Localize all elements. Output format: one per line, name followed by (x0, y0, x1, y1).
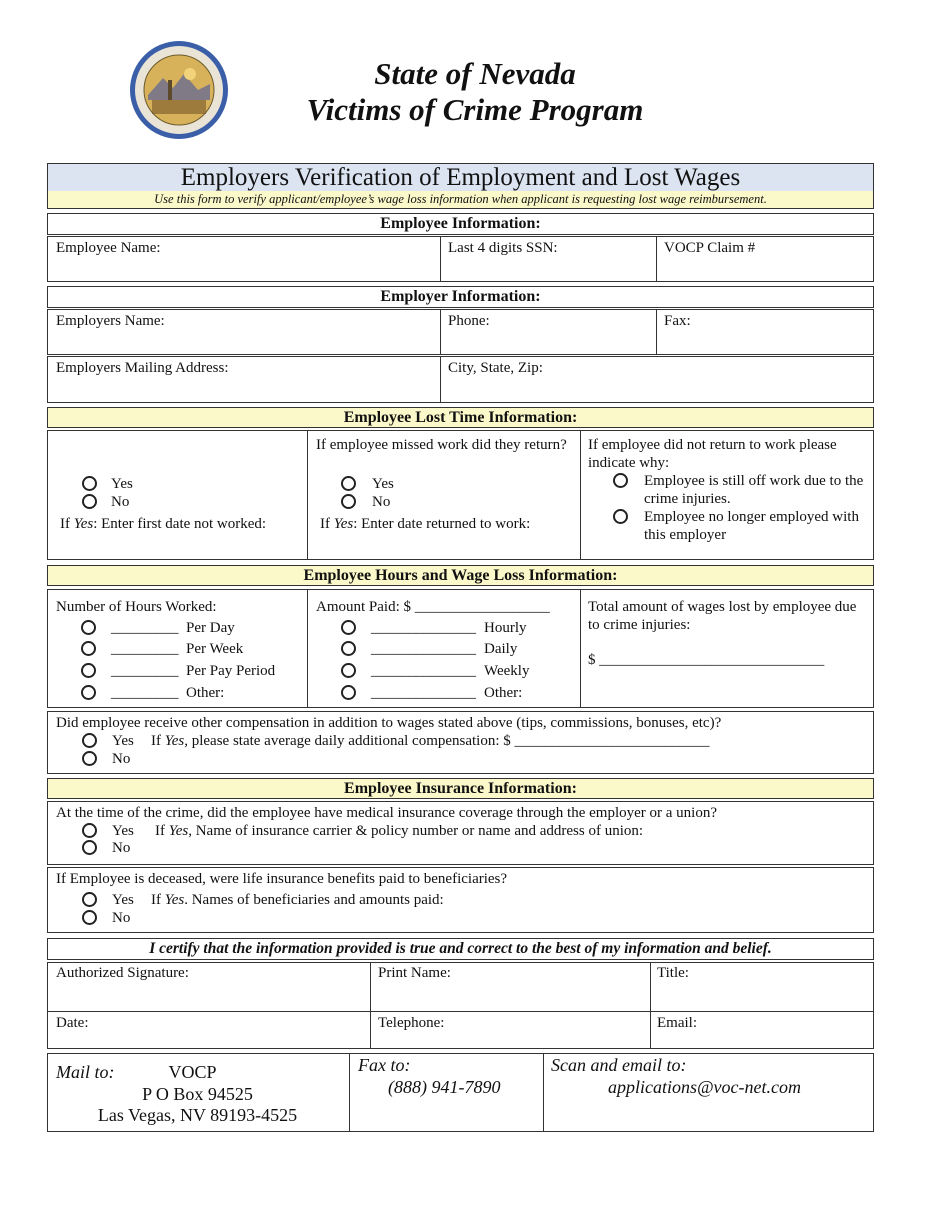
form-subtitle-text: Use this form to verify applicant/employee’s wage loss information when applicant is requesting lost wage reimbursement. (154, 192, 767, 206)
form-title-text: Employers Verification of Employment and Lost Wages (180, 164, 741, 191)
header-title-line2: Victims of Crime Program (306, 92, 644, 127)
employer-info-heading (47, 286, 874, 308)
weekly-label: Weekly (484, 663, 530, 679)
medical-yes-label: Yes (112, 823, 134, 839)
not-returned-question: If employee did not return to work please indicate why: (588, 437, 837, 471)
hours-wage-heading (47, 565, 874, 586)
other-compensation-question: Did employee receive other compensation in addition to wages stated above (tips, commissions, bonuses, etc)? (56, 715, 722, 731)
amount-other-blank[interactable]: ______________ (371, 685, 476, 701)
returned-yes-radio[interactable] (341, 476, 356, 491)
other-comp-instruction: please state average daily additional compensation: $ __________________________ (187, 733, 710, 749)
title-field[interactable]: Title: (657, 965, 689, 981)
insurance-heading-text: Employee Insurance Information: (344, 780, 577, 797)
state-seal (128, 40, 230, 140)
certify-statement (47, 938, 874, 960)
daily-label: Daily (484, 641, 518, 657)
employer-info-heading-text: Employer Information: (380, 288, 541, 305)
returned-no-radio[interactable] (341, 494, 356, 509)
first-date-not-worked-field[interactable] (60, 515, 266, 533)
weekly-radio[interactable] (341, 663, 356, 678)
did-return-question: If employee missed work did they return? (316, 437, 567, 453)
returned-no-label: No (372, 494, 391, 510)
mail-line2: P O Box 94525 (142, 1084, 253, 1104)
missed-work-no-label: No (111, 494, 130, 510)
employee-name-field[interactable]: Employee Name: (56, 240, 161, 256)
beneficiaries-instruction: . Names of beneficiaries and amounts paid: (184, 892, 444, 908)
returned-yes-label: Yes (372, 476, 394, 492)
form-title (47, 163, 874, 192)
hours-other-radio[interactable] (81, 685, 96, 700)
per-pay-period-blank[interactable]: _________ (111, 663, 179, 679)
no-longer-employed-radio[interactable] (613, 509, 628, 524)
medical-insurance-question: At the time of the crime, did the employee have medical insurance coverage through the employer or a union? (56, 805, 718, 821)
employee-info-heading (47, 213, 874, 235)
daily-blank[interactable]: ______________ (371, 641, 476, 657)
if-word: If (151, 733, 161, 749)
if-word: If (151, 892, 161, 908)
no-longer-employed-label: Employee no longer employed with this employer (644, 509, 859, 543)
first-date-instruction: : Enter first date not worked: (93, 516, 267, 532)
per-day-label: Per Day (186, 620, 235, 636)
per-day-blank[interactable]: _________ (111, 620, 179, 636)
other-comp-no-radio[interactable] (82, 751, 97, 766)
ssn-field[interactable]: Last 4 digits SSN: (448, 240, 558, 256)
medical-no-label: No (112, 840, 131, 856)
fax-number: (888) 941-7890 (388, 1077, 501, 1097)
life-no-radio[interactable] (82, 910, 97, 925)
daily-radio[interactable] (341, 641, 356, 656)
email-field[interactable]: Email: (657, 1015, 697, 1031)
if-word: If (60, 516, 70, 532)
if-yes-word: Yes (168, 823, 189, 839)
missed-work-yes-radio[interactable] (82, 476, 97, 491)
employee-info-heading-text: Employee Information: (380, 215, 541, 232)
life-no-label: No (112, 910, 131, 926)
print-name-field[interactable]: Print Name: (378, 965, 451, 981)
scan-email-label: Scan and email to: (551, 1055, 687, 1075)
mail-line3: Las Vegas, NV 89193-4525 (97, 1105, 298, 1125)
amount-other-radio[interactable] (341, 685, 356, 700)
employer-fax-field[interactable]: Fax: (664, 313, 691, 329)
date-returned-field[interactable] (320, 515, 530, 533)
medical-no-radio[interactable] (82, 840, 97, 855)
life-yes-label: Yes (112, 892, 134, 908)
contact-email-link[interactable]: applications@voc-net.com (608, 1077, 802, 1097)
beneficiaries-field[interactable] (151, 891, 444, 909)
medical-yes-radio[interactable] (82, 823, 97, 838)
employer-phone-field[interactable]: Phone: (448, 313, 490, 329)
missed-work-yes-label: Yes (111, 476, 133, 492)
per-pay-period-radio[interactable] (81, 663, 96, 678)
hourly-radio[interactable] (341, 620, 356, 635)
per-week-blank[interactable]: _________ (111, 641, 179, 657)
per-pay-period-label: Per Pay Period (186, 663, 276, 679)
other-comp-yes-label: Yes (112, 733, 134, 749)
seal-icon (128, 40, 230, 140)
hours-worked-label: Number of Hours Worked: (56, 599, 217, 615)
fax-to-label: Fax to: (358, 1055, 411, 1075)
insurance-carrier-instruction: , Name of insurance carrier & policy number or name and address of union: (188, 823, 644, 839)
insurance-carrier-field[interactable] (155, 822, 643, 840)
life-yes-radio[interactable] (82, 892, 97, 907)
date-field[interactable]: Date: (56, 1015, 89, 1031)
lost-time-heading-text: Employee Lost Time Information: (343, 409, 578, 426)
life-insurance-question: If Employee is deceased, were life insurance benefits paid to beneficiaries? (56, 871, 508, 887)
if-yes-word: Yes (73, 516, 94, 532)
employer-address-field[interactable]: Employers Mailing Address: (56, 360, 229, 376)
if-word: If (155, 823, 165, 839)
if-yes-word: Yes (333, 516, 354, 532)
if-yes-word: Yes (164, 892, 185, 908)
form-subtitle (47, 191, 874, 209)
mail-to-label: Mail to: (56, 1062, 115, 1082)
amount-other-label: Other: (484, 685, 523, 701)
certify-statement-text: I certify that the information provided is true and correct to the best of my information and belief. (149, 940, 772, 957)
hours-wage-heading-text: Employee Hours and Wage Loss Information: (303, 567, 618, 584)
per-week-label: Per Week (186, 641, 244, 657)
still-off-work-radio[interactable] (613, 473, 628, 488)
missed-work-no-radio[interactable] (82, 494, 97, 509)
if-word: If (320, 516, 330, 532)
hours-other-blank[interactable]: _________ (111, 685, 179, 701)
header-title-line1: State of Nevada (374, 56, 576, 91)
insurance-heading (47, 778, 874, 799)
amount-paid-field[interactable]: Amount Paid: $ __________________ (316, 599, 550, 615)
mail-line1: VOCP (168, 1062, 217, 1082)
still-off-work-label: Employee is still off work due to the crime injuries. (644, 473, 864, 507)
telephone-field[interactable]: Telephone: (378, 1015, 445, 1031)
other-comp-yes-radio[interactable] (82, 733, 97, 748)
weekly-blank[interactable]: ______________ (371, 663, 476, 679)
per-week-radio[interactable] (81, 641, 96, 656)
per-day-radio[interactable] (81, 620, 96, 635)
claim-number-field[interactable]: VOCP Claim # (664, 240, 756, 256)
if-yes-word: Yes, (164, 733, 188, 749)
other-comp-no-label: No (112, 751, 131, 767)
authorized-signature-field[interactable]: Authorized Signature: (56, 965, 189, 981)
other-comp-amount-field[interactable] (151, 732, 710, 750)
lost-time-heading (47, 407, 874, 428)
employer-city-field[interactable]: City, State, Zip: (448, 360, 543, 376)
date-returned-instruction: : Enter date returned to work: (353, 516, 531, 532)
total-wages-lost-field[interactable]: $ ______________________________ (588, 652, 825, 668)
employer-name-field[interactable]: Employers Name: (56, 313, 165, 329)
total-wages-lost-label: Total amount of wages lost by employee due to crime injuries: (588, 599, 857, 633)
hourly-blank[interactable]: ______________ (371, 620, 476, 636)
hours-other-label: Other: (186, 685, 225, 701)
hourly-label: Hourly (484, 620, 527, 636)
